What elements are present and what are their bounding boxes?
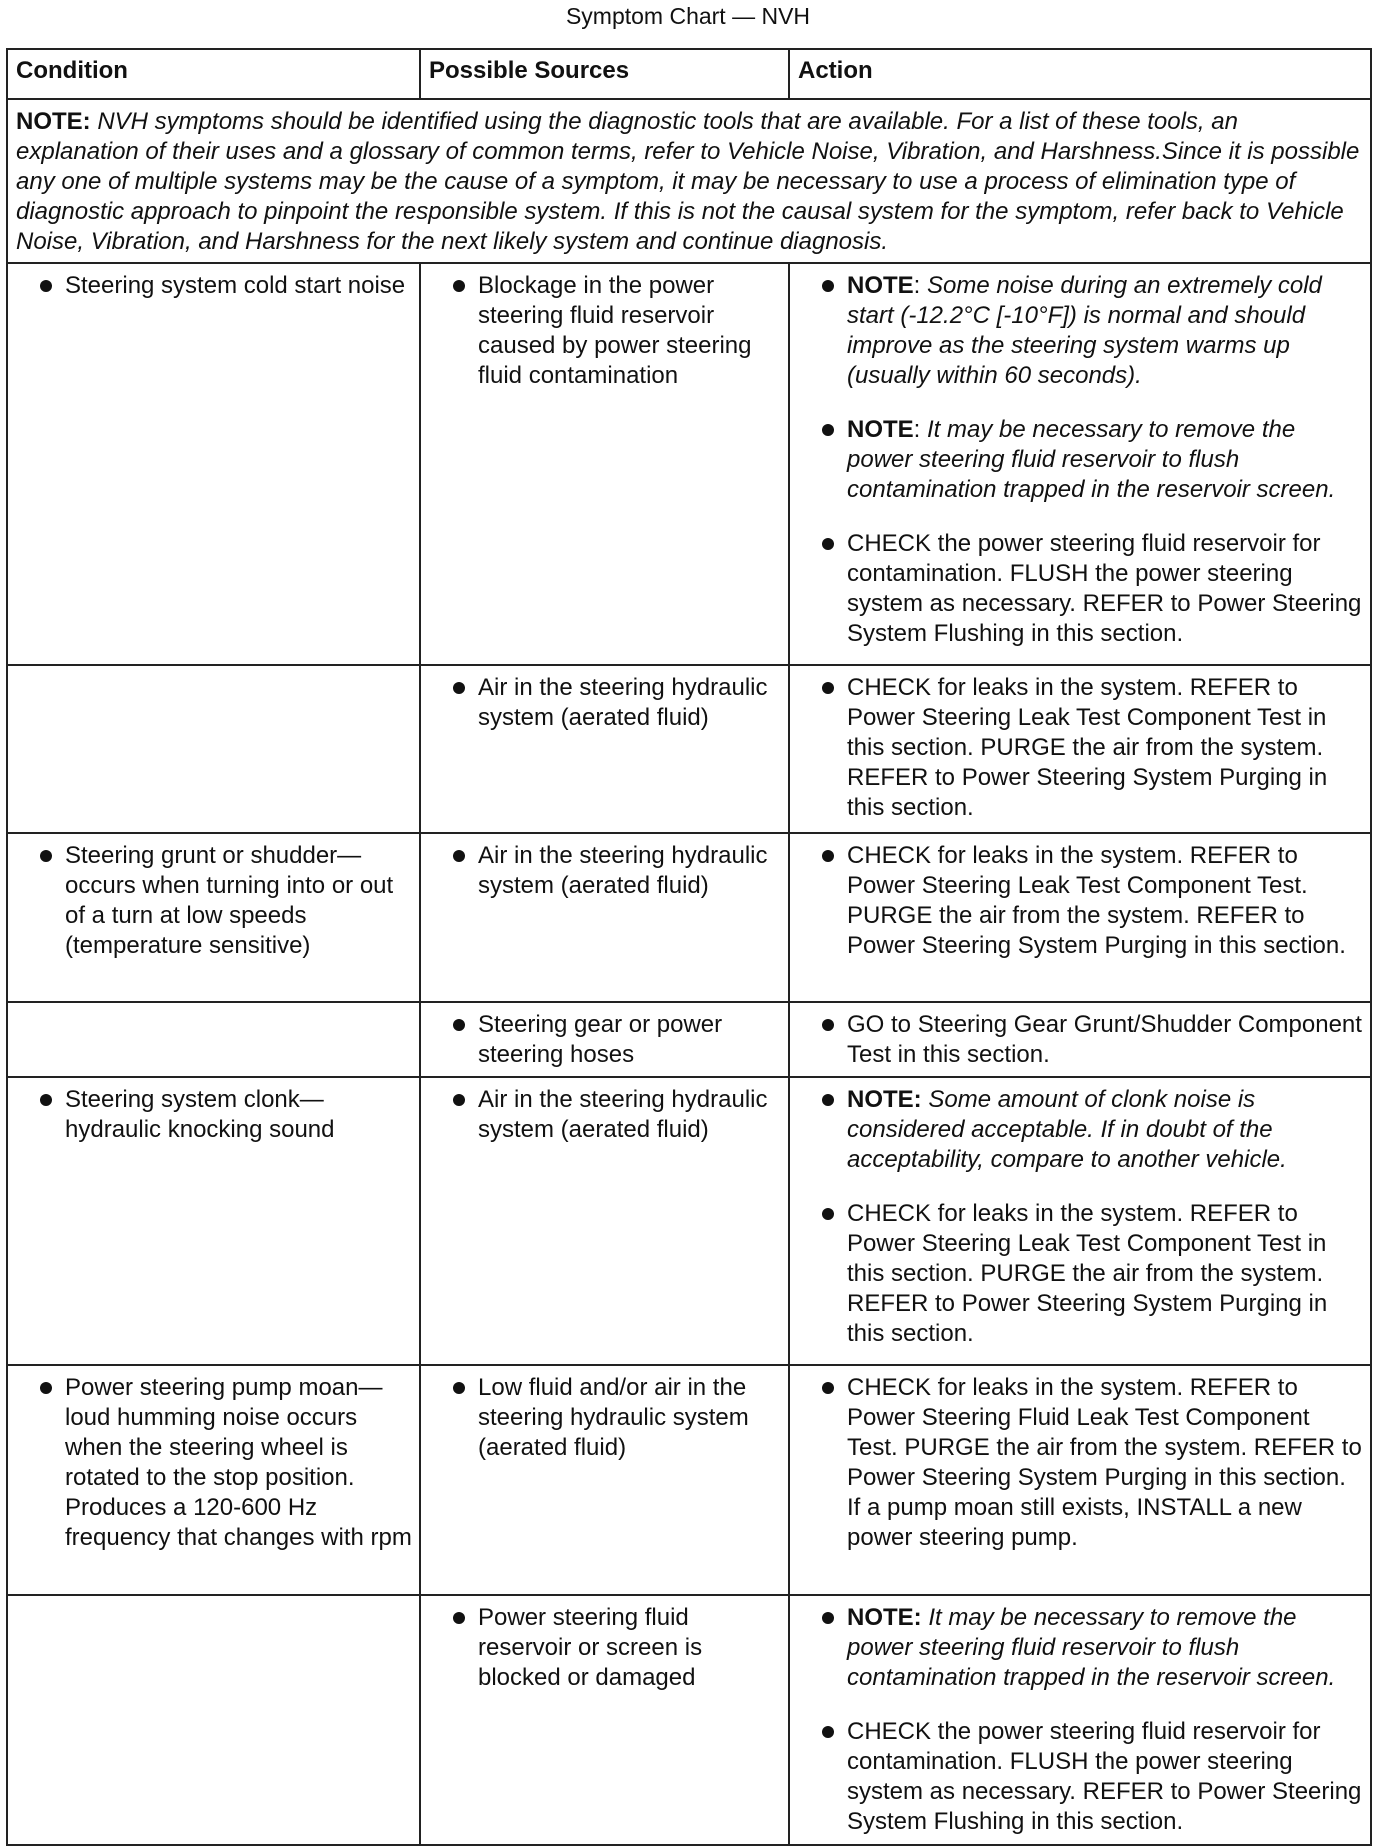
possible-source-cell: [420, 665, 789, 833]
action-item: CHECK for leaks in the system. REFER to Power Steering Leak Test Component Test in this section. PURGE the air from the system. REFER to Power Steering System Purging in this section.: [798, 1199, 1364, 1349]
source-list: [429, 1010, 782, 1070]
possible-source-cell: [420, 1595, 789, 1845]
action-cell: [789, 833, 1371, 1002]
action-note-text: Some amount of clonk noise is considered acceptable. If in doubt of the acceptability, compare to another vehicle.: [847, 1086, 1287, 1173]
action-cell: [789, 263, 1371, 665]
action-note-label: NOTE:: [847, 1086, 922, 1113]
table-row: [7, 665, 1371, 833]
note-label: NOTE:: [16, 108, 91, 135]
header-row: [7, 49, 1371, 99]
table-row: [7, 833, 1371, 1002]
action-note-label: NOTE:: [847, 1604, 922, 1631]
action-note-item: [798, 415, 1364, 505]
source-list: [429, 841, 782, 901]
action-note-label: NOTE: [847, 416, 914, 443]
action-list: [798, 1085, 1364, 1349]
table-row: [7, 1365, 1371, 1595]
possible-source-cell: [420, 1002, 789, 1077]
action-cell: [789, 1077, 1371, 1365]
action-list: [798, 1010, 1364, 1070]
action-note-separator: :: [913, 416, 928, 443]
condition-cell: [7, 263, 420, 665]
possible-source-cell: [420, 1365, 789, 1595]
action-note-item: [798, 1085, 1364, 1175]
source-list: [429, 1603, 782, 1693]
source-item: Low fluid and/or air in the steering hydraulic system (aerated fluid): [429, 1373, 782, 1463]
action-note-item: [798, 1603, 1364, 1693]
condition-item: Steering system clonk—hydraulic knocking sound: [16, 1085, 413, 1145]
action-item: CHECK for leaks in the system. REFER to Power Steering Leak Test Component Test in this section. PURGE the air from the system. REFER to Power Steering System Purging in this section.: [798, 673, 1364, 823]
condition-list: [16, 841, 413, 961]
action-note-label: NOTE: [847, 272, 914, 299]
general-note: [7, 99, 1371, 263]
condition-cell: [7, 1595, 420, 1845]
action-cell: [789, 665, 1371, 833]
table-row: [7, 1595, 1371, 1845]
action-list: [798, 271, 1364, 649]
note-text: NVH symptoms should be identified using the diagnostic tools that are available. For a list of these tools, an explanation of their uses and a glossary of common terms, refer to Vehicle Noise, Vibration, and Harshness.Since it is possible any one of multiple systems may be the cause of a symptom, it may be necessary to use a process of elimination type of diagnostic approach to pinpoint the responsible system. If this is not the causal system for the symptom, refer back to Vehicle Noise, Vibration, and Harshness for the next likely system and continue diagnosis.: [16, 108, 1360, 255]
source-item: Power steering fluid reservoir or screen is blocked or damaged: [429, 1603, 782, 1693]
condition-cell: [7, 833, 420, 1002]
condition-list: [16, 1373, 413, 1553]
table-row: [7, 1002, 1371, 1077]
source-list: [429, 271, 782, 391]
action-item: GO to Steering Gear Grunt/Shudder Component Test in this section.: [798, 1010, 1364, 1070]
condition-cell: [7, 1002, 420, 1077]
table-row: [7, 1077, 1371, 1365]
source-list: [429, 673, 782, 733]
condition-item: Steering system cold start noise: [16, 271, 413, 301]
condition-header: Condition: [7, 49, 420, 99]
condition-item: Steering grunt or shudder—occurs when turning into or out of a turn at low speeds (temperature sensitive): [16, 841, 413, 961]
source-item: Air in the steering hydraulic system (aerated fluid): [429, 1085, 782, 1145]
action-item: CHECK for leaks in the system. REFER to Power Steering Fluid Leak Test Component Test. PURGE the air from the system. REFER to Power Steering System Purging in this section. If a pump moan still exists, INSTALL a new power steering pump.: [798, 1373, 1364, 1553]
possible-source-cell: [420, 263, 789, 665]
action-item: CHECK for leaks in the system. REFER to Power Steering Leak Test Component Test. PURGE the air from the system. REFER to Power Steering System Purging in this section.: [798, 841, 1364, 961]
source-item: Air in the steering hydraulic system (aerated fluid): [429, 841, 782, 901]
source-list: [429, 1373, 782, 1463]
action-list: [798, 1603, 1364, 1837]
possible-sources-header: Possible Sources: [420, 49, 789, 99]
action-header: Action: [789, 49, 1371, 99]
condition-list: [16, 1085, 413, 1145]
action-note-item: [798, 271, 1364, 391]
action-cell: [789, 1595, 1371, 1845]
action-note-separator: :: [913, 272, 928, 299]
action-list: [798, 1373, 1364, 1553]
action-note-text: It may be necessary to remove the power steering fluid reservoir to flush contamination trapped in the reservoir screen.: [847, 416, 1336, 503]
action-item: CHECK the power steering fluid reservoir for contamination. FLUSH the power steering system as necessary. REFER to Power Steering System Flushing in this section.: [798, 529, 1364, 649]
table-row: [7, 263, 1371, 665]
action-list: [798, 841, 1364, 961]
source-item: Blockage in the power steering fluid reservoir caused by power steering fluid contamination: [429, 271, 782, 391]
source-item: Air in the steering hydraulic system (aerated fluid): [429, 673, 782, 733]
source-item: Steering gear or power steering hoses: [429, 1010, 782, 1070]
possible-source-cell: [420, 1077, 789, 1365]
condition-cell: [7, 1077, 420, 1365]
condition-item: Power steering pump moan—loud humming noise occurs when the steering wheel is rotated to the stop position. Produces a 120-600 Hz frequency that changes with rpm: [16, 1373, 413, 1553]
action-note-text: Some noise during an extremely cold start (-12.2°C [-10°F]) is normal and should improve as the steering system warms up (usually within 60 seconds).: [847, 272, 1322, 389]
symptom-chart-table: [6, 48, 1372, 1846]
page-title: Symptom Chart — NVH: [565, 3, 811, 29]
condition-list: [16, 271, 413, 301]
possible-source-cell: [420, 833, 789, 1002]
action-cell: [789, 1365, 1371, 1595]
note-row: [7, 99, 1371, 263]
source-list: [429, 1085, 782, 1145]
condition-cell: [7, 665, 420, 833]
action-cell: [789, 1002, 1371, 1077]
action-item: CHECK the power steering fluid reservoir for contamination. FLUSH the power steering system as necessary. REFER to Power Steering System Flushing in this section.: [798, 1717, 1364, 1837]
action-note-text: It may be necessary to remove the power steering fluid reservoir to flush contamination trapped in the reservoir screen.: [847, 1604, 1336, 1691]
action-list: [798, 673, 1364, 823]
condition-cell: [7, 1365, 420, 1595]
